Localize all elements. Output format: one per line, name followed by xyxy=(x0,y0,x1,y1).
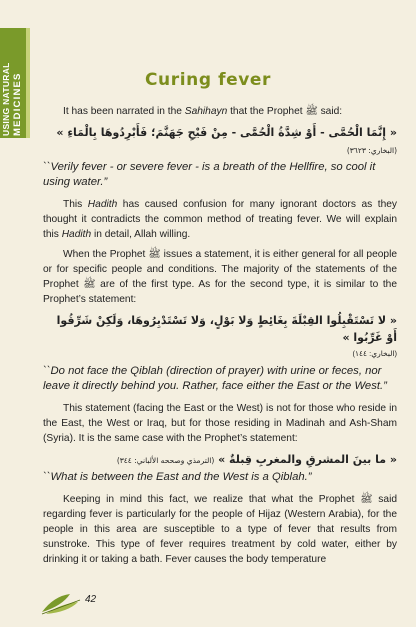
hadith-arabic-2: « لا تَسْتَقْبِلُوا القِبْلَةَ بِغَائِطٍ وَلا بَوْلٍ، وَلا تَسْتَدْبِرُوهَا، وَلَكِنْ شَرِّقُوا أَوْ غَرِّبُوا » xyxy=(56,314,397,344)
page-body xyxy=(43,104,397,572)
para1-a: This xyxy=(63,199,88,210)
hadith-arabic-1 xyxy=(43,124,397,159)
hadith-3-text: « ما بينَ المشرقِ والمغربِ قِبلةٌ » xyxy=(218,453,397,466)
hadith-1-text: « إِنَّمَا الْحُمَّى - أَوْ شِدَّةُ الْحُمَّى - مِنْ فَيْحِ جَهَنَّمَ؛ فَأَبْرِدُوهَا بِالْمَاءِ » xyxy=(56,126,397,139)
hadith-1-ref: (البخاري: ٣٦٢٣) xyxy=(346,146,397,155)
intro-text: It has been narrated in the xyxy=(63,106,185,117)
quote-1: ``Verily fever - or severe fever - is a breath of the Hellfire, so cool it using water.” xyxy=(43,161,376,188)
hadith-arabic-3 xyxy=(43,451,397,469)
page-number: 42 xyxy=(85,594,97,605)
hadith-2-ref: (البخاري: ١٤٤) xyxy=(352,349,397,358)
quote-2: ``Do not face the Qiblah (direction of prayer) with urine or feces, nor leave it directly behind you. Rather, face either the East or the West.” xyxy=(43,365,387,392)
herb-leaf-icon xyxy=(40,590,84,616)
side-tab-line2: MEDICINES xyxy=(12,72,23,136)
side-tab-line1: USING NATURAL xyxy=(1,62,11,136)
paragraph-3: This statement (facing the East or the West) is not for those who reside in the East, the West or Iraq, but for those residing in Madinah and Ash-Sham (Syria). It is the same case with the Prophet’s statement: xyxy=(43,403,397,444)
intro-paragraph xyxy=(43,104,397,119)
hadith-3-ref: (الترمذي وصححه الألباني: ٣٤٤) xyxy=(116,456,215,465)
intro-italic: Sahihayn xyxy=(184,106,228,117)
para1-d: Hadith xyxy=(61,229,92,240)
para1-c: has caused confusion for many ignorant doctors as they thought it contradicts the common method of treating fever. We will explain this xyxy=(43,199,398,240)
para1-e: in detail, Allah willing. xyxy=(91,229,191,240)
paragraph-2: When the Prophet ﷺ issues a statement, it is either general for all people or for specific people and conditions. The majority of the statements of the Prophet ﷺ are of the first type. As for the second type, it is similar to the Prophet’s statement: xyxy=(43,249,397,305)
quote-3: ``What is between the East and the West is a Qiblah.” xyxy=(43,471,312,483)
paragraph-4: Keeping in mind this fact, we realize that what the Prophet ﷺ said regarding fever is particularly for the people of Hijaz (Western Arabia), for the people in this area are susceptible to a type of fever that results from sunstroke. This type of fever requires treatment by cold water, either by drinking it or taking a bath. Fever causes the body temperature xyxy=(43,494,397,565)
para1-b: Hadith xyxy=(87,199,118,210)
section-title: Curing fever xyxy=(144,70,272,90)
intro-text-end: that the Prophet ﷺ said: xyxy=(227,106,343,117)
paragraph-1 xyxy=(43,197,397,242)
